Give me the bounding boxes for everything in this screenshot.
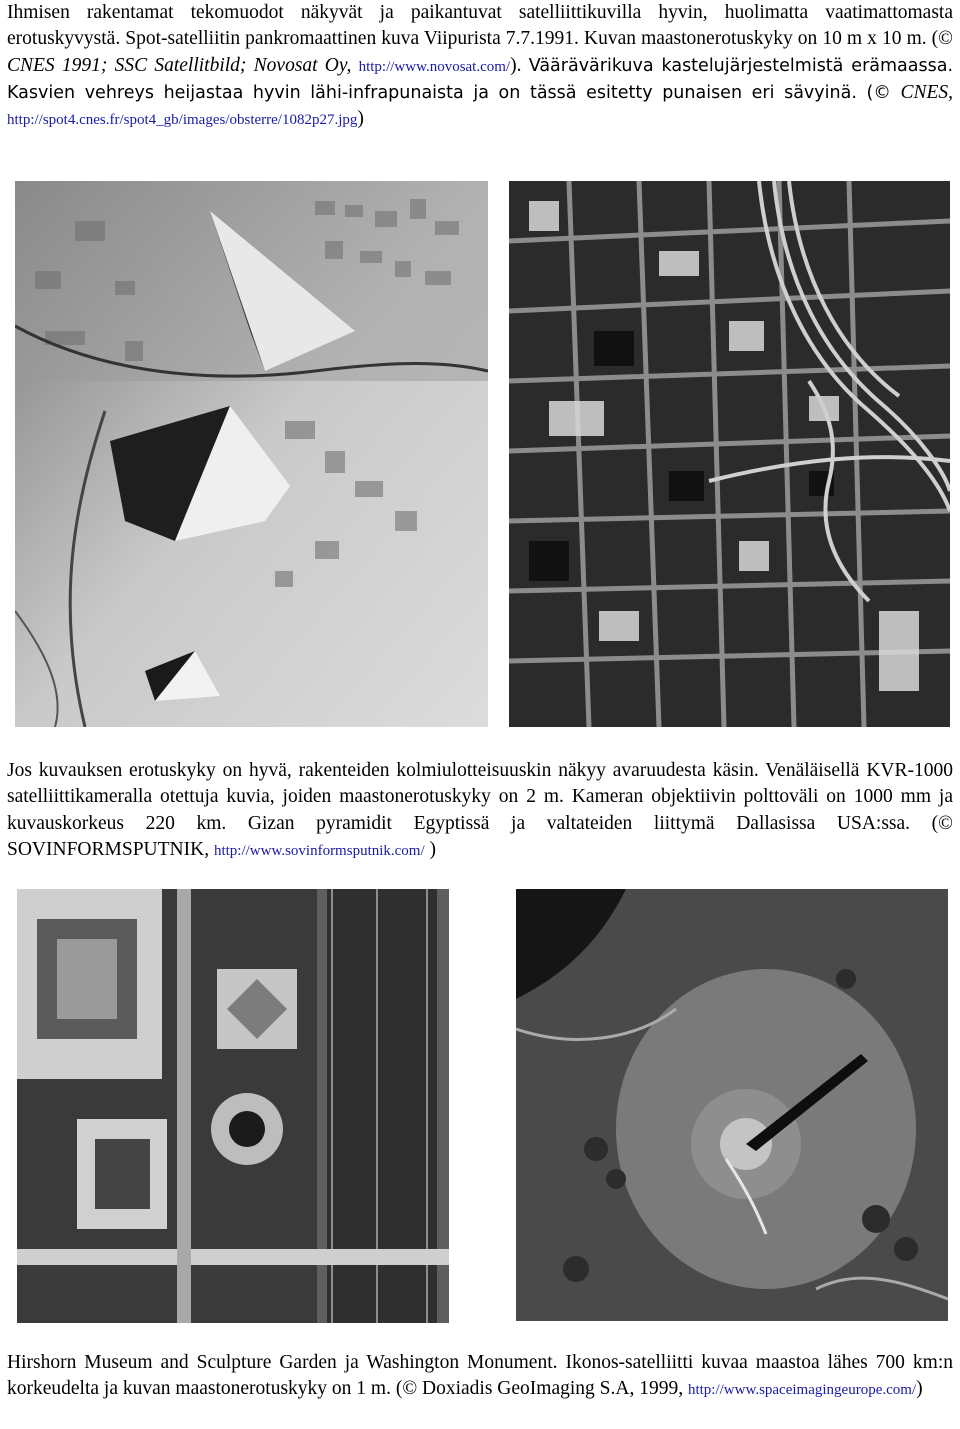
washington-monument-photo [516,889,948,1321]
cnes-link[interactable]: http://spot4.cnes.fr/spot4_gb/images/obsterre/1082p27.jpg [7,112,358,129]
spaceimaging-link[interactable]: http://www.spaceimagingeurope.com/ [687,1382,917,1399]
ikonos-caption [7,1350,953,1404]
kvr-caption-end: ) [424,838,437,860]
falsecolor-caption: Väärävärikuva kastelujärjestelmistä erämaassa. Kasvien vehreys heijastaa hyvin lähi-infrapunaista ja on tässä esitetty punaisen eri sävyinä. (© [7,55,954,103]
dallas-interchange-photo [509,181,950,727]
spot-caption-end: ) [357,108,364,130]
kvr-caption-text: Jos kuvauksen erotuskyky on hyvä, rakenteiden kolmiulotteisuuskin näkyy avaruudesta käsin. Venäläisellä KVR-1000 satelliittikameralla otettuja kuvia, joiden maastonerotuskyky on 2 m. Kameran objektiivin polttoväli on 1000 mm ja kuvauskorkeus 220 km. Gizan pyramidit Egyptissä ja valtateiden liittymä Dallasissa USA:ssa. (© SOVINFORMSPUTNIK, [7,760,953,860]
novosat-link[interactable]: http://www.novosat.com/ [358,58,511,75]
ikonos-caption-end: ) [916,1378,923,1400]
cnes-credit: CNES, [900,81,953,103]
ikonos-caption-text: Hirshorn Museum and Sculpture Garden ja Washington Monument. Ikonos-satelliitti kuvaa maastoa lähes 700 km:n korkeudelta ja kuvan maastonerotuskyky on 1 m. (© Doxiadis GeoImaging S.A, 1999, [7,1352,953,1400]
spot-caption-close: ). [510,54,529,76]
hirshorn-museum-photo [17,889,449,1323]
spot-caption [7,0,953,133]
spot-credit: CNES 1991; SSC Satellitbild; Novosat Oy, [7,54,352,76]
kvr-caption [7,758,953,864]
spot-caption-text: Ihmisen rakentamat tekomuodot näkyvät ja paikantuvat satelliittikuvilla hyvin, huolimatta vaatimattomasta erotuskyvystä. Spot-satelliitin pankromaattinen kuva Viipurista 7.7.1991. Kuvan maastonerotuskyky on 10 m x 10 m. (© [7,2,953,50]
giza-pyramids-photo [15,181,488,727]
sovinformsputnik-link[interactable]: http://www.sovinformsputnik.com/ [213,842,425,859]
